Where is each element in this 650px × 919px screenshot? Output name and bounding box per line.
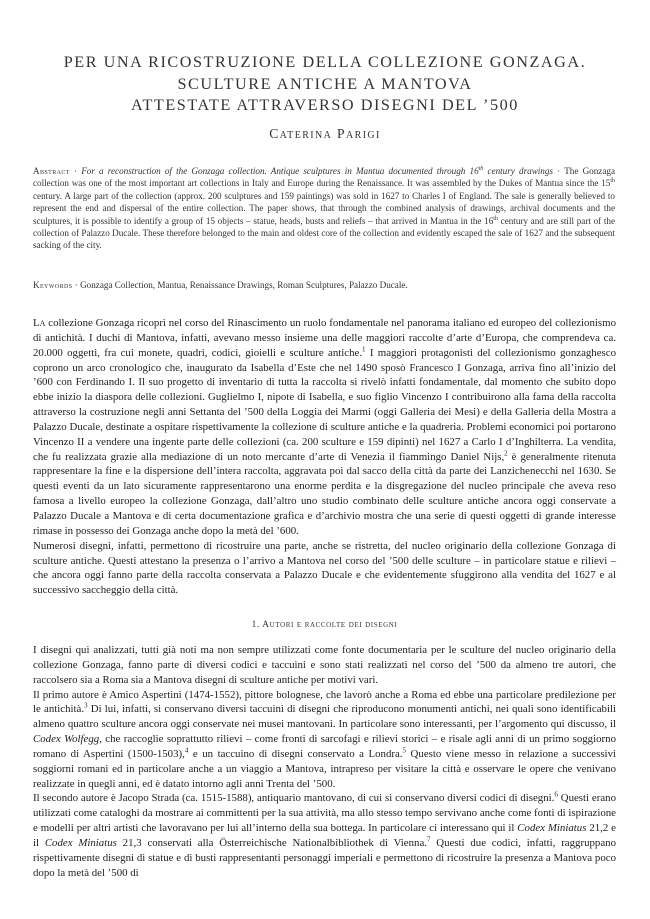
paragraph-text: 21,3 conservati alla Österreichische Nationalbibliothek di Vienna.: [116, 836, 427, 849]
keywords: [33, 279, 615, 291]
paragraph-text: Questi erano utilizzati come cataloghi da mostrare ai committenti per la sua attività, ma allo stesso tempo servivano anche come fonti di ispirazione e modelli per altri artisti che lavoravano per lui all’interno della sua bottega. In particolare ci interessano qui il: [33, 792, 616, 835]
abstract-text: century and are still part of the collection of Palazzo Ducale. These therefore belonged to the main and oldest core of the collection and evidently escaped the sale of 1627 and the subsequent sacking of the city.: [33, 215, 615, 251]
abstract-text: century. A large part of the collection (approx. 200 sculptures and 159 paintings) was sold in 1627 to Charles I of England. The sale is generally believed to represent the end and dispersal of the entire collection. The paper shows, that through the combined analysis of drawings, archival documents and the sculptures, it is possible to identify a group of 15 objects – statue, heads, busts and reliefs – that arrived in Mantua in the 16: [33, 190, 615, 226]
abstract-text: The Gonzaga collection was one of the most important art collections in Italy and Europe during the Renaissance. It was assembled by the Dukes of Mantua since the 15: [33, 166, 616, 189]
title-line: SCULTURE ANTICHE A MANTOVA: [177, 74, 473, 93]
paragraph-text: Questi due codici, infatti, raggruppano rispettivamente disegni di statue e di busti rappresentanti personaggi imperiali e permettono di ricostruire la presenza a Mantova poco dopo la metà del ’500 di: [33, 836, 616, 879]
footnote-ref[interactable]: 6: [554, 790, 558, 799]
footnote-ref[interactable]: 7: [426, 835, 431, 844]
section-heading: 1. Autori e raccolte dei disegni: [251, 620, 398, 630]
paragraph: [33, 316, 616, 539]
paragraph-text: Il primo autore è Amico Aspertini (1474-1552), pittore bolognese, che lavorò anche a Roma ed ebbe una particolare predilezione per le antichità.: [33, 688, 616, 716]
title-line: ATTESTATE ATTRAVERSO DISEGNI DEL ’500: [131, 96, 519, 114]
abstract-label: Abstract: [33, 166, 70, 176]
section-body: [33, 643, 616, 881]
paragraph-text: e un taccuino di disegni conservato a Londra.: [188, 747, 403, 760]
footnote-ref[interactable]: 4: [184, 746, 189, 755]
paragraph-text: 21,2 e il: [33, 822, 616, 849]
abstract-english-title: [81, 166, 553, 176]
paragraph: [33, 688, 616, 792]
codex-title: Codex Wolfegg: [33, 733, 100, 746]
paragraph-text: Di lui, infatti, si conservano diversi taccuini di disegni che riproducono monumenti antichi, nei quali sono identificabili almeno quattro sculture ancora oggi conservate nei musei mantovani. In particolare sono interessanti, per l’argomento qui discusso, il: [33, 703, 616, 731]
footnote-ref[interactable]: 2: [504, 448, 508, 457]
superscript: th: [478, 165, 484, 172]
keywords-label: Keywords: [33, 280, 73, 290]
paragraph-text: I maggiori protagonisti del collezionismo gonzaghesco coprono un arco cronologico che, inaugurato da Isabella d’Este che nel 1490 sposò Francesco I Gonzaga, arriva fino all’inizio del ’600 con Ferdinando I. Il suo progetto di inventario di tutta la raccolta si rivelò infatti fondamentale, dal momento che subito dopo ebbe inizio la diaspora delle collezioni. Guglielmo I, nipote di Isabella, e suo figlio Vincenzo I contribuirono alla fama della raccolta attraverso la costruzione negli anni Settanta del ’500 della Loggia dei Marmi (oggi Galleria dei Mesi) e della Galleria della Mostra a Palazzo Ducale, destinate a ospitare rispettivamente la collezione di sculture antiche e la quadreria. Problemi economici poi portarono Vincenzo II a vendere una ingente parte delle collezioni (ca. 200 sculture e 159 dipinti) nel 1627 a Carlo I d’Inghilterra. La vendita, che fu realizzata grazie alla mediazione di un noto mercante d’arte di Venezia il fiammingo Daniel Nijs,: [33, 346, 616, 463]
paragraph-text: è generalmente ritenuta rappresentare la fine e la dispersione dell’intera raccolta, aggravata poi dal sacco della città da parte dei Lanzichenecchi nel 1630. Se questi eventi da un lato sicuramente rappresentarono una enorme perdita e la disgregazione del nucleo principale che aveva reso famosa a livello europeo la collezione Gonzaga, dall’altro uno studio combinato delle sculture antiche ancora oggi conservate a Palazzo Ducale a Mantova e di certa documentazione grafica e d’archivio mostra che una serie di questi oggetti di grande interesse rimase in possesso dei Gonzaga anche dopo la metà del ’600.: [33, 450, 616, 537]
superscript: th: [610, 178, 615, 185]
author-name: Caterina Parigi: [269, 126, 381, 141]
title-line: PER UNA RICOSTRUZIONE DELLA COLLEZIONE GONZAGA.: [63, 53, 587, 71]
paragraph: [33, 791, 616, 880]
codex-title: Codex Miniatus: [44, 836, 117, 849]
footnote-ref[interactable]: 3: [84, 701, 88, 710]
superscript: th: [493, 215, 498, 222]
paragraph: Numerosi disegni, infatti, permettono di ricostruire una parte, anche se ristretta, del nucleo originario della collezione Gonzaga di sculture antiche. Questi attestano la presenza o l’arrivo a Mantova nel corso del ’500 delle sculture – in particolare statue e rilievi – che ancora oggi fanno parte della raccolta conservata a Palazzo Ducale e che evidentemente sfuggirono alla vendita del 1627 e al successivo saccheggio della città.: [33, 539, 616, 597]
footnote-ref[interactable]: 1: [362, 345, 366, 354]
drop-lead: La: [33, 317, 46, 329]
introduction: [33, 316, 616, 598]
article-title: [30, 52, 620, 117]
codex-title: Codex Miniatus: [517, 822, 587, 835]
footnote-ref[interactable]: 5: [402, 746, 407, 755]
abstract: [33, 165, 615, 252]
paragraph-text: Questo viene messo in relazione a successivi soggiorni romani ed in particolare anche a un viaggio a Mantova, intrapreso per visitare la città e osservare le opere che venivano realizzate in quegli anni, ed è datato intorno agli anni Trenta del ’500.: [33, 747, 616, 790]
separator: ·: [553, 166, 565, 176]
separator: ·: [69, 166, 82, 176]
separator: ·: [72, 280, 81, 290]
abstract-title-text: For a reconstruction of the Gonzaga collection. Antique sculptures in Mantua documented through 16: [81, 166, 479, 176]
keywords-text: Gonzaga Collection, Mantua, Renaissance Drawings, Roman Sculptures, Palazzo Ducale.: [80, 280, 408, 290]
abstract-title-text: century drawings: [483, 166, 553, 176]
paragraph-text: , che raccoglie soprattutto rilievi – come fronti di sarcofagi e rilievi storici – e risale agli anni di un primo soggiorno romano di Aspertini (1500-1503),: [33, 733, 616, 760]
paragraph-text: collezione Gonzaga ricoprì nel corso del Rinascimento un ruolo fondamentale nel panorama italiano ed europeo del collezionismo di antichità. I duchi di Mantova, infatti, avevano messo insieme una delle maggiori raccolte d’arte d’Europa, che comprendeva ca. 20.000 oggetti, fra cui monete, quadri, codici, gioielli e sculture antiche.: [33, 317, 616, 359]
paragraph-text: Il secondo autore è Jacopo Strada (ca. 1515-1588), antiquario mantovano, di cui si conservano diversi codici di disegni.: [33, 792, 555, 805]
paragraph: I disegni qui analizzati, tutti già noti ma non sempre utilizzati come fonte documentaria per le sculture del nucleo originario della collezione Gonzaga, fanno parte di diversi codici e taccuini e sono stati realizzati nel corso del ’500 da almeno tre autori, che raccolsero sia a Roma sia a Mantova disegni di sculture antiche per motivi vari.: [33, 644, 616, 686]
